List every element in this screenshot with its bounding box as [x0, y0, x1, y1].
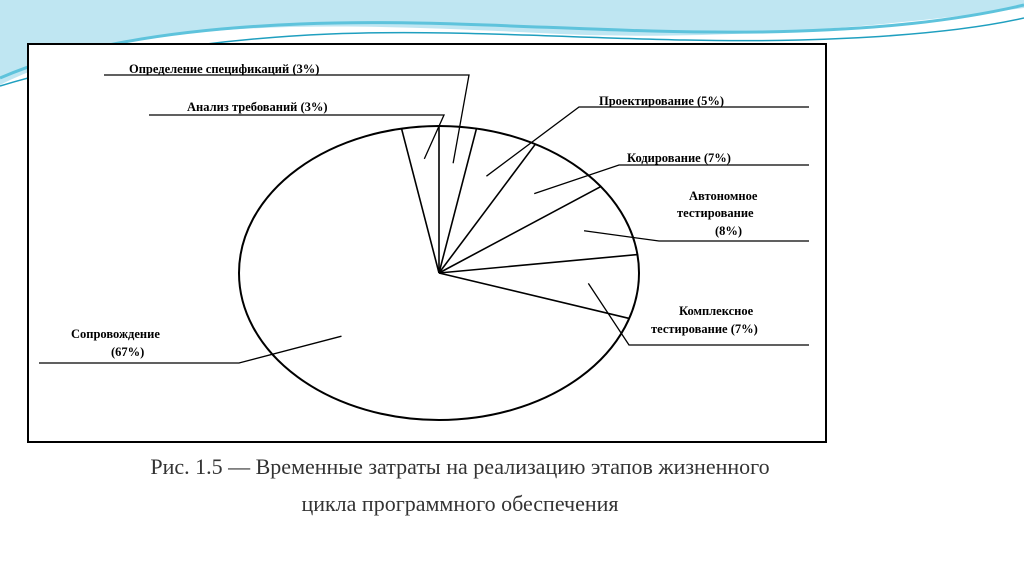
figure-caption-line-1: Рис. 1.5 — Временные затраты на реализацию этапов жизненного [150, 454, 770, 479]
label-maintenance-2: (67%) [111, 345, 145, 359]
label-design: Проектирование (5%) [599, 94, 725, 108]
label-analysis: Анализ требований (3%) [187, 100, 328, 114]
label-unit-test-1: Автономное [689, 189, 758, 203]
label-coding: Кодирование (7%) [627, 151, 731, 165]
label-unit-test-2: тестирование [677, 206, 754, 220]
pie-chart-figure [27, 43, 827, 443]
label-maintenance-1: Сопровождение [71, 327, 160, 341]
label-spec: Определение спецификаций (3%) [129, 62, 320, 76]
figure-caption-line-2: цикла программного обеспечения [301, 491, 619, 516]
label-unit-test-3: (8%) [715, 224, 743, 238]
label-integration-test-2: тестирование (7%) [651, 322, 758, 336]
pie-chart [29, 45, 825, 441]
label-integration-test-1: Комплексное [679, 304, 754, 318]
